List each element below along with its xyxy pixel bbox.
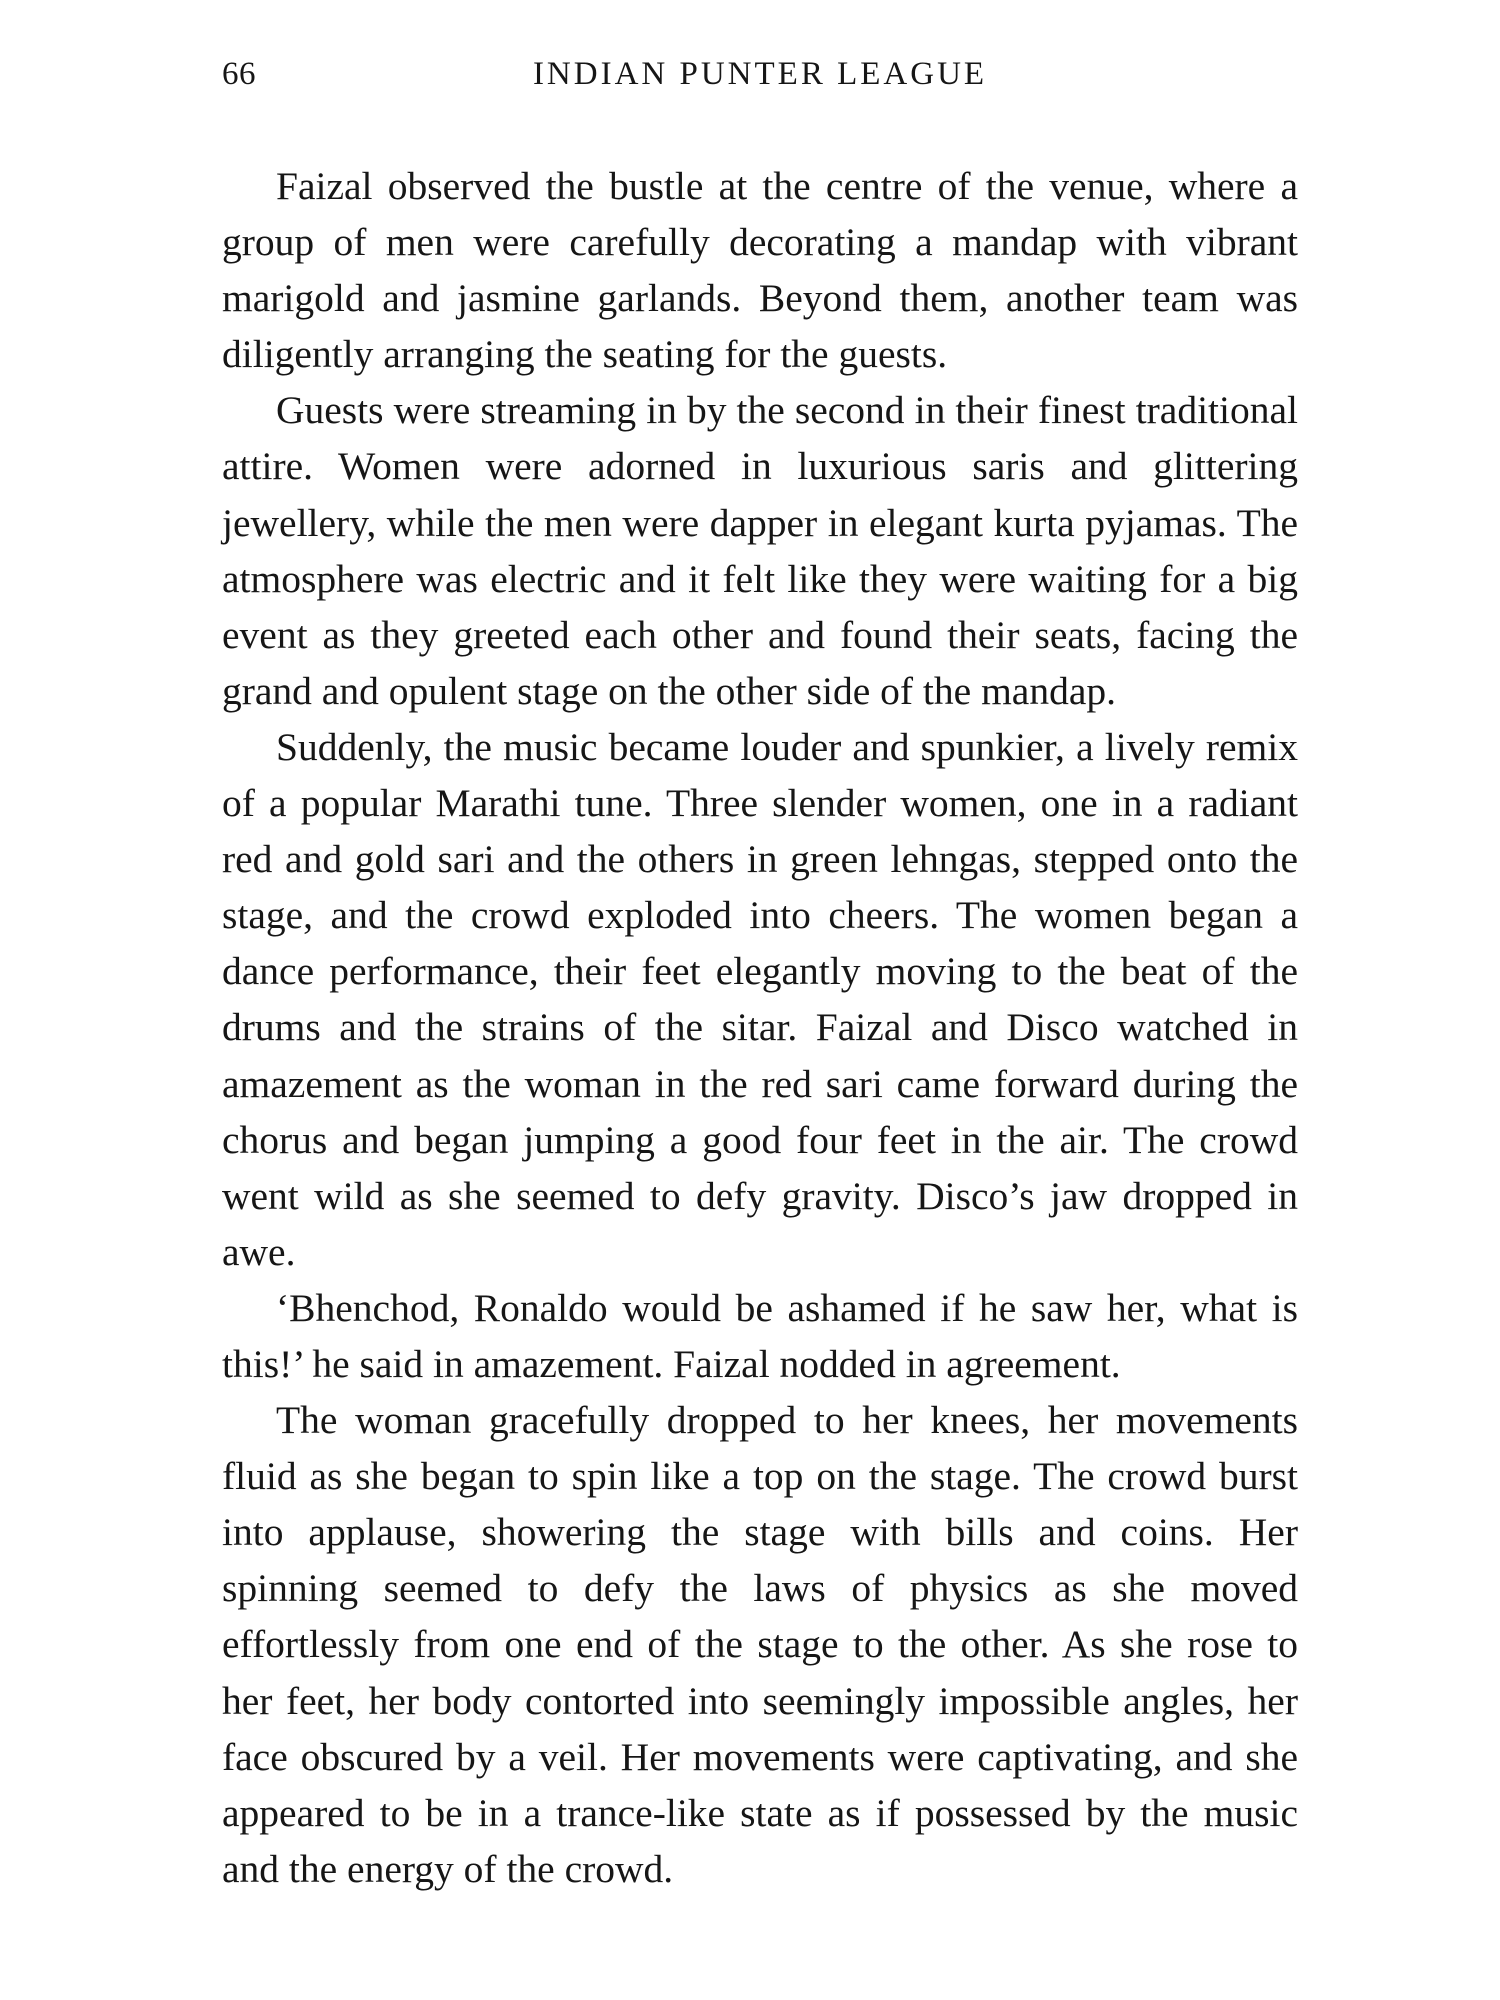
paragraph-4: ‘Bhenchod, Ronaldo would be ashamed if he saw her, what is this!’ he said in amazement. Faizal nodded in agreement.	[222, 1285, 1298, 1386]
paragraph-2: Guests were streaming in by the second in their finest traditional attire. Women were adorned in luxurious saris and glittering jewellery, while the men were dapper in elegant kurta pyjamas. The atmosphere was electric and it felt like they were waiting for a big event as they greeted each other and found their seats, facing the grand and opulent stage on the other side of the mandap.	[222, 388, 1298, 713]
book-title: INDIAN PUNTER LEAGUE	[532, 56, 988, 92]
paragraph-5: The woman gracefully dropped to her knees, her movements fluid as she began to spin like a top on the stage. The crowd burst into applause, showering the stage with bills and coins. Her spinning seemed to defy the laws of physics as she moved effortlessly from one end of the stage to the other. As she rose to her feet, her body contorted into seemingly impossible angles, her face obscured by a veil. Her movements were captivating, and she appeared to be in a trance-like state as if possessed by the music and the energy of the crowd.	[222, 1398, 1298, 1891]
paragraph-3: Suddenly, the music became louder and spunkier, a lively remix of a popular Marathi tune. Three slender women, one in a radiant red and gold sari and the others in green lehngas, stepped onto the stage, and the crowd exploded into cheers. The women began a dance performance, their feet elegantly moving to the beat of the drums and the strains of the sitar. Faizal and Disco watched in amazement as the woman in the red sari came forward during the chorus and began jumping a good four feet in the air. The crowd went wild as she seemed to defy gravity. Disco’s jaw dropped in awe.	[222, 724, 1298, 1274]
body-text	[222, 158, 1298, 1897]
paragraph-1: Faizal observed the bustle at the centre of the venue, where a group of men were carefully decorating a mandap with vibrant marigold and jasmine garlands. Beyond them, another team was diligently arranging the seating for the guests.	[222, 164, 1298, 377]
running-head	[222, 56, 1298, 106]
page-number: 66	[222, 56, 256, 92]
